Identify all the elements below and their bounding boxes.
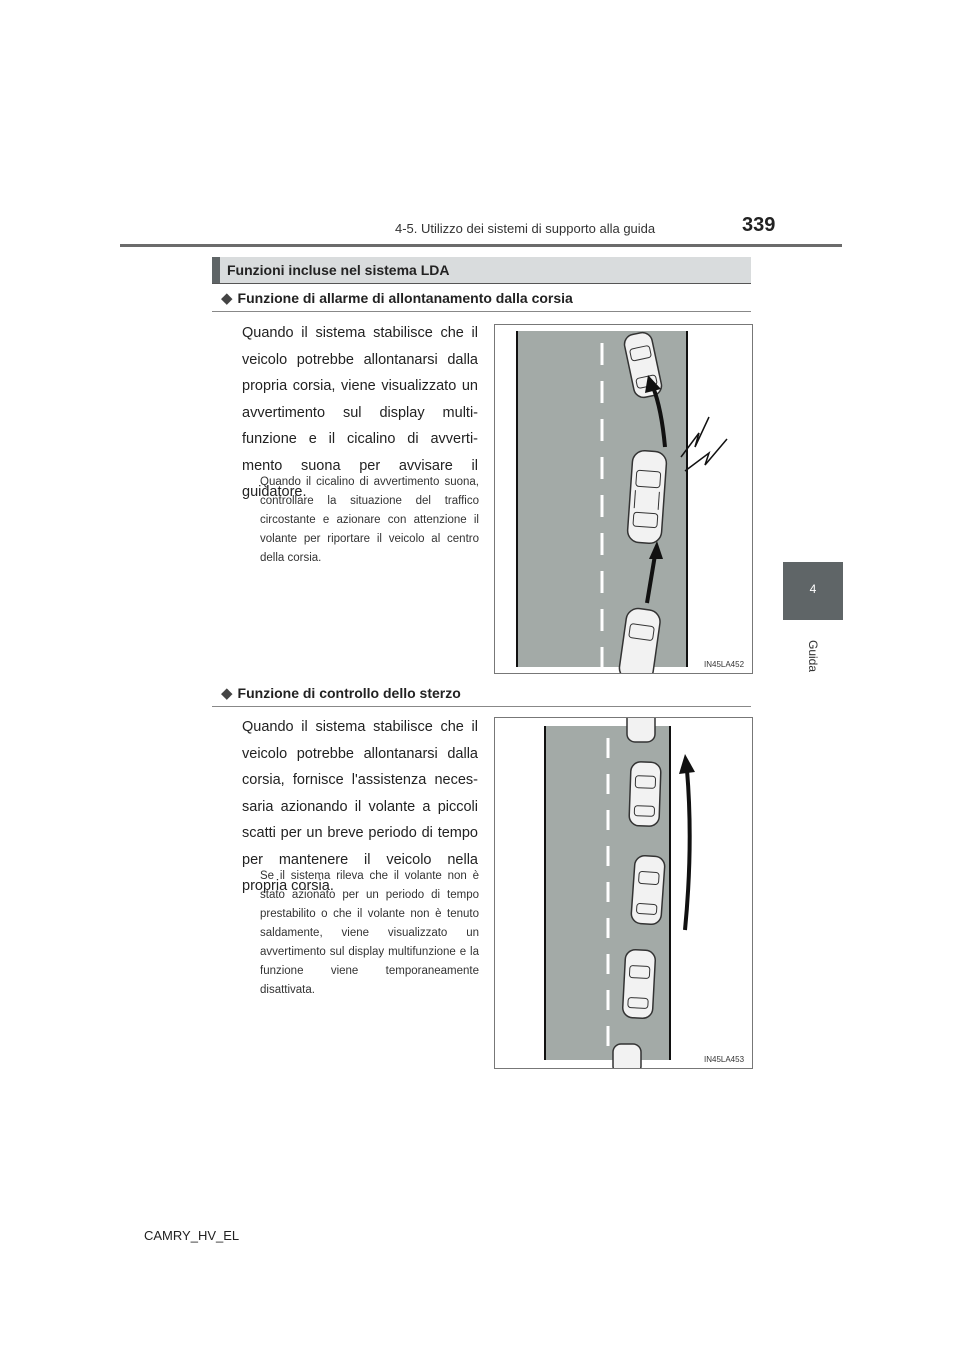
section-bar-marker — [212, 257, 220, 283]
section-title-bar — [212, 257, 751, 284]
car-2 — [629, 761, 661, 826]
model-code: CAMRY_HV_EL — [144, 1228, 240, 1243]
subheading-steering-control — [221, 684, 461, 702]
page-number: 339 — [742, 214, 776, 236]
body-paragraph: Quando il sistema stabilisce che il veicolo potrebbe allontanarsi dalla propria corsia, viene visualizzato un avvertimento sul display multi-funzione e il cicalino di avverti-mento suona per avvisare il guidatore. — [242, 325, 478, 500]
chapter-tab — [783, 562, 843, 620]
section-title: Funzioni incluse nel sistema LDA — [227, 262, 450, 278]
chapter-label-wrap — [780, 640, 820, 680]
chapter-number: 4 — [809, 582, 817, 596]
figure-lane-departure-alert — [494, 324, 753, 674]
figure-code: IN45LA452 — [704, 660, 745, 669]
car-3 — [631, 855, 666, 925]
chapter-label: Guida — [806, 640, 820, 673]
header-section-title: 4-5. Utilizzo dei sistemi di supporto alla guida — [395, 221, 656, 236]
subheading-rule — [212, 706, 751, 707]
figure-steering-control — [494, 717, 753, 1069]
note-paragraph: Se il sistema rileva che il volante non è stato azionato per un periodo di tempo prestabilito o che il volante non è tenuto saldamente, viene visualizzato un avvertimento sul display multifunzione e la funzione viene temporaneamente disattivata. — [260, 870, 479, 996]
arrow-correction — [685, 770, 690, 930]
car-drifting — [627, 450, 667, 544]
car-5 — [613, 1044, 641, 1068]
illustration-steering-correction — [495, 718, 752, 1068]
note-paragraph: Quando il cicalino di avvertimento suona, controllare la situazione del traffico circostante e azionare con attenzione il volante per riportare il veicolo al centro della corsia. — [260, 476, 479, 564]
subheading-lane-departure-alert — [221, 289, 573, 307]
arrow-correction-head — [679, 754, 695, 774]
car-4 — [622, 949, 656, 1018]
header-rule — [120, 244, 842, 247]
body-paragraph: Quando il sistema stabilisce che il veicolo potrebbe allontanarsi dalla corsia, fornisce l'assistenza neces-saria azionando il volante a piccoli scatti per un breve periodo di tempo per mantenere il veicolo nella propria corsia. — [242, 719, 478, 894]
subheading-text: Funzione di allarme di allontanamento dalla corsia — [237, 290, 573, 306]
diamond-bullet-icon: ◆ — [221, 685, 233, 702]
subheading-rule — [212, 311, 751, 312]
diamond-bullet-icon: ◆ — [221, 290, 233, 307]
illustration-drifting-car — [495, 325, 752, 673]
car-1 — [627, 718, 655, 742]
subheading-text: Funzione di controllo dello sterzo — [237, 685, 461, 701]
figure-code: IN45LA453 — [704, 1055, 745, 1064]
